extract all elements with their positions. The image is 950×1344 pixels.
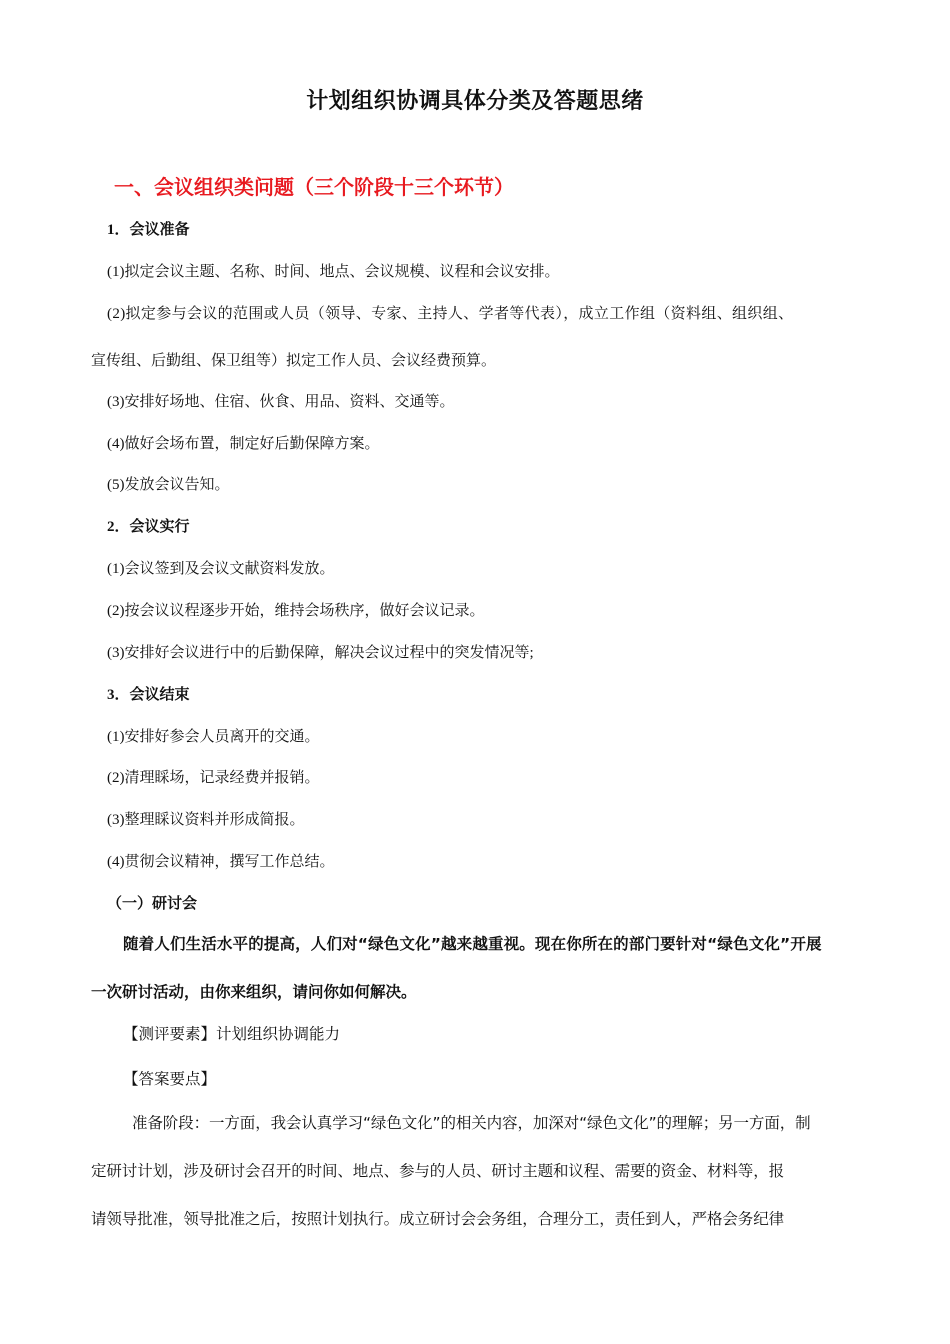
list-item: (1)会议签到及会议文献资料发放。 <box>107 561 335 577</box>
answer-line-3: 请领导批准，领导批准之后，按照计划执行。成立研讨会会务组，合理分工，责任到人，严格会务纪律 <box>91 1210 785 1228</box>
stage-heading-1: 1．会议准备 <box>107 222 190 238</box>
eval-label: 【测评要素】计划组织协调能力 <box>123 1025 341 1043</box>
answer-line-1: 准备阶段：一方面，我会认真学习“绿色文化”的相关内容，加深对“绿色文化”的理解；另一方面，制 <box>132 1114 811 1132</box>
list-item: (4)贯彻会议精神，撰写工作总结。 <box>107 854 335 870</box>
list-item: (3)整理睬议资料并形成简报。 <box>107 812 305 828</box>
case-label: （一）研讨会 <box>107 896 198 912</box>
question-line-2: 一次研讨活动，由你来组织，请问你如何解决。 <box>91 983 417 1001</box>
list-item: (3)安排好会议进行中的后勤保障，解决会议过程中的突发情况等; <box>107 645 534 661</box>
list-item: (1)拟定会议主题、名称、时间、地点、会议规模、议程和会议安排。 <box>107 264 560 280</box>
page-title: 计划组织协调具体分类及答题思绪 <box>306 89 644 114</box>
question-line-1: 随着人们生活水平的提高，人们对“绿色文化”越来越重视。现在你所在的部门要针对“绿色文化”开展 <box>123 935 822 953</box>
answer-label: 【答案要点】 <box>123 1070 217 1088</box>
list-item: (4)做好会场布置，制定好后勤保障方案。 <box>107 436 380 452</box>
list-item: (3)安排好场地、住宿、伙食、用品、资料、交通等。 <box>107 394 455 410</box>
list-item: (5)发放会议告知。 <box>107 477 230 493</box>
answer-line-2: 定研讨计划，涉及研讨会召开的时间、地点、参与的人员、研讨主题和议程、需要的资金、材料等，报 <box>91 1162 785 1180</box>
section-heading: 一、会议组织类问题（三个阶段十三个环节） <box>114 175 514 199</box>
list-item: (2)清理睬场，记录经费并报销。 <box>107 770 320 786</box>
list-item: (2)拟定参与会议的范围或人员（领导、专家、主持人、学者等代表），成立工作组（资料组、组织组、 <box>107 306 794 322</box>
stage-heading-3: 3．会议结束 <box>107 687 190 703</box>
list-item: (2)按会议议程逐步开始，维持会场秩序，做好会议记录。 <box>107 603 485 619</box>
stage-heading-2: 2．会议实行 <box>107 519 190 535</box>
list-item: (1)安排好参会人员离开的交通。 <box>107 729 320 745</box>
list-item: 宣传组、后勤组、保卫组等）拟定工作人员、会议经费预算。 <box>91 353 497 369</box>
